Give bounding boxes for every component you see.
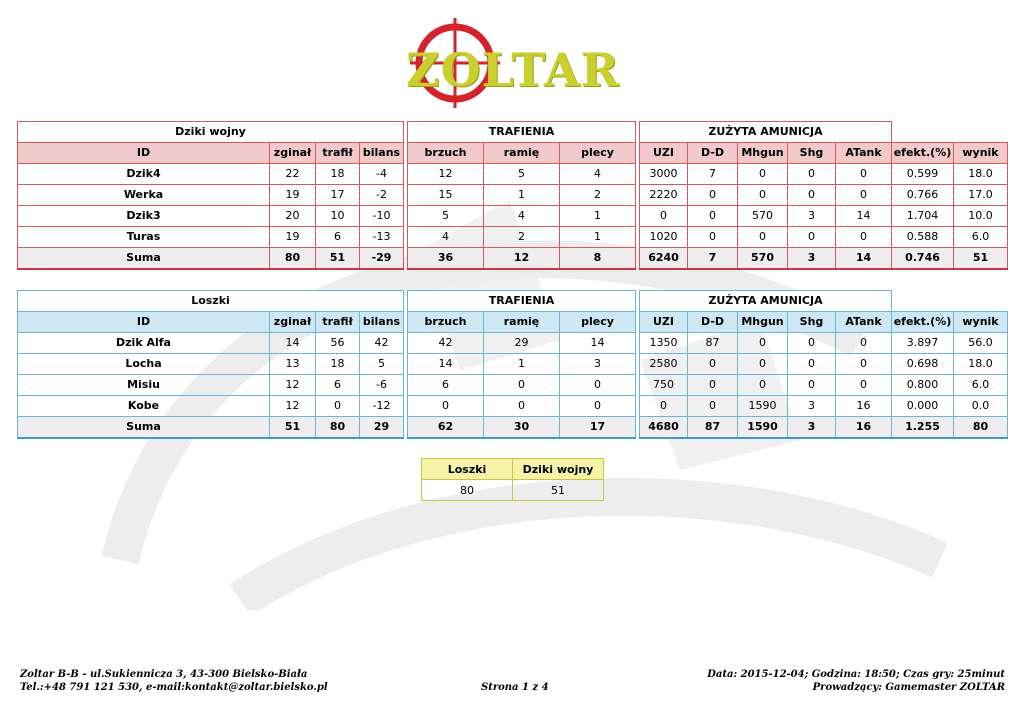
footer-host: Prowadzący: Gamemaster ZOLTAR	[812, 682, 1005, 693]
player-name-cell: Dzik3	[18, 206, 270, 227]
stat-cell: 1	[484, 354, 560, 375]
col-header: bilans	[360, 143, 404, 164]
player-name-cell: Dzik Alfa	[18, 333, 270, 354]
stat-cell: 2220	[640, 185, 688, 206]
stat-cell: 29	[484, 333, 560, 354]
stat-cell: 3	[788, 206, 836, 227]
stat-cell: 4	[408, 227, 484, 248]
player-name-cell: Misiu	[18, 375, 270, 396]
col-header: zginał	[270, 312, 316, 333]
stat-cell: 0	[788, 164, 836, 185]
stat-cell: 2580	[640, 354, 688, 375]
stat-cell: 8	[560, 248, 636, 270]
table-row	[18, 354, 1008, 375]
footer-page-number: Strona 1 z 4	[481, 682, 549, 693]
stat-cell: 0.0	[954, 396, 1008, 417]
stat-cell: 0.800	[892, 375, 954, 396]
stat-cell: 62	[408, 417, 484, 439]
team-b-table	[17, 290, 1008, 439]
stat-cell: 0	[738, 375, 788, 396]
stat-cell: 6240	[640, 248, 688, 270]
stat-cell: 0.698	[892, 354, 954, 375]
team-a-ammo-group: ZUŻYTA AMUNICJA	[640, 122, 892, 143]
stat-cell: 0	[788, 354, 836, 375]
stat-cell: 1.704	[892, 206, 954, 227]
col-header: wynik	[954, 312, 1008, 333]
col-header: ramię	[484, 312, 560, 333]
stat-cell: 1590	[738, 396, 788, 417]
col-header: plecy	[560, 143, 636, 164]
score-header-team-b: Loszki	[422, 459, 513, 480]
col-header: D-D	[688, 143, 738, 164]
stat-cell: 6	[316, 375, 360, 396]
col-header: ramię	[484, 143, 560, 164]
table-row	[18, 206, 1008, 227]
stat-cell: 5	[484, 164, 560, 185]
stat-cell: 0	[560, 396, 636, 417]
player-name-cell: Turas	[18, 227, 270, 248]
stat-cell: 0	[836, 164, 892, 185]
stat-cell: 0	[836, 227, 892, 248]
stat-cell: 14	[836, 206, 892, 227]
stat-cell: 0	[788, 375, 836, 396]
stat-cell: 6	[408, 375, 484, 396]
table-row	[18, 396, 1008, 417]
footer-date: Data: 2015-12-04; Godzina: 18:50; Czas gry: 25minut	[707, 669, 1005, 680]
col-header: efekt.(%)	[892, 143, 954, 164]
col-header: Mhgun	[738, 143, 788, 164]
team-a-table	[17, 121, 1008, 270]
table-row	[18, 227, 1008, 248]
team-b-hits-group: TRAFIENIA	[408, 291, 636, 312]
stat-cell: 6.0	[954, 375, 1008, 396]
stat-cell: 14	[560, 333, 636, 354]
team-a-header-row	[18, 143, 1008, 164]
stat-cell: 6	[316, 227, 360, 248]
team-a-name: Dziki wojny	[18, 122, 404, 143]
stat-cell: 12	[408, 164, 484, 185]
stat-cell: 3	[788, 417, 836, 439]
stat-cell: 80	[316, 417, 360, 439]
col-header: Mhgun	[738, 312, 788, 333]
stat-cell: -10	[360, 206, 404, 227]
stat-cell: 87	[688, 333, 738, 354]
stat-cell: 0	[408, 396, 484, 417]
logo-text: ZOLTAR	[406, 43, 620, 97]
stat-cell: -2	[360, 185, 404, 206]
stat-cell: 0	[788, 185, 836, 206]
score-value-team-b: 80	[422, 480, 513, 501]
player-name-cell: Locha	[18, 354, 270, 375]
stat-cell: 18	[316, 354, 360, 375]
table-row	[18, 164, 1008, 185]
stat-cell: 0	[688, 375, 738, 396]
stat-cell: 0	[560, 375, 636, 396]
sum-row	[18, 248, 1008, 270]
stat-cell: 42	[360, 333, 404, 354]
stat-cell: 5	[360, 354, 404, 375]
col-header: ID	[18, 143, 270, 164]
col-header: Shg	[788, 312, 836, 333]
stat-cell: 0	[738, 164, 788, 185]
footer-address: Zoltar B-B - ul.Sukiennicza 3, 43-300 Bielsko-Biała	[20, 669, 308, 680]
col-header: wynik	[954, 143, 1008, 164]
stat-cell: 0	[788, 227, 836, 248]
stat-cell: 17	[316, 185, 360, 206]
stat-cell: 0	[484, 375, 560, 396]
stat-cell: 51	[954, 248, 1008, 270]
stat-cell: 56.0	[954, 333, 1008, 354]
stat-cell: 1590	[738, 417, 788, 439]
stat-cell: 42	[408, 333, 484, 354]
stat-cell: 570	[738, 206, 788, 227]
col-header: Shg	[788, 143, 836, 164]
player-name-cell: Kobe	[18, 396, 270, 417]
stat-cell: 0	[788, 333, 836, 354]
stat-cell: 4	[560, 164, 636, 185]
final-score-table	[421, 458, 604, 501]
stat-cell: 6.0	[954, 227, 1008, 248]
score-value-team-a: 51	[513, 480, 604, 501]
stat-cell: 2	[484, 227, 560, 248]
stat-cell: 14	[836, 248, 892, 270]
stat-cell: 0.766	[892, 185, 954, 206]
stat-cell: -13	[360, 227, 404, 248]
stat-cell: 0.599	[892, 164, 954, 185]
col-header: trafił	[316, 312, 360, 333]
player-name-cell: Dzik4	[18, 164, 270, 185]
stat-cell: 4680	[640, 417, 688, 439]
stat-cell: 0	[688, 206, 738, 227]
stat-cell: 18	[316, 164, 360, 185]
player-name-cell: Suma	[18, 417, 270, 439]
stat-cell: 18.0	[954, 164, 1008, 185]
col-header: UZI	[640, 143, 688, 164]
stat-cell: 0	[484, 396, 560, 417]
stat-cell: 13	[270, 354, 316, 375]
col-header: D-D	[688, 312, 738, 333]
sum-row	[18, 417, 1008, 439]
col-header: ID	[18, 312, 270, 333]
stat-cell: -12	[360, 396, 404, 417]
stat-cell: 17	[560, 417, 636, 439]
stat-cell: 3000	[640, 164, 688, 185]
col-header: bilans	[360, 312, 404, 333]
stat-cell: 12	[484, 248, 560, 270]
stat-cell: 0.588	[892, 227, 954, 248]
stat-cell: 0	[688, 396, 738, 417]
team-b-header-row	[18, 312, 1008, 333]
stat-cell: -29	[360, 248, 404, 270]
score-header-team-a: Dziki wojny	[513, 459, 604, 480]
stat-cell: 570	[738, 248, 788, 270]
stat-cell: 3	[788, 396, 836, 417]
stat-cell: 14	[270, 333, 316, 354]
col-header: UZI	[640, 312, 688, 333]
stat-cell: 0	[316, 396, 360, 417]
stat-cell: 0	[836, 375, 892, 396]
stat-cell: 16	[836, 396, 892, 417]
stat-cell: 0	[640, 206, 688, 227]
stat-cell: 22	[270, 164, 316, 185]
team-b-name: Loszki	[18, 291, 404, 312]
stat-cell: 80	[954, 417, 1008, 439]
stat-cell: 56	[316, 333, 360, 354]
stat-cell: 7	[688, 164, 738, 185]
player-name-cell: Werka	[18, 185, 270, 206]
table-row	[18, 185, 1008, 206]
stat-cell: 0.746	[892, 248, 954, 270]
team-a-hits-group: TRAFIENIA	[408, 122, 636, 143]
stat-cell: 0	[688, 354, 738, 375]
footer-contact: Tel.:+48 791 121 530, e-mail:kontakt@zoltar.bielsko.pl	[20, 682, 328, 693]
stat-cell: 16	[836, 417, 892, 439]
stat-cell: 30	[484, 417, 560, 439]
stat-cell: 18.0	[954, 354, 1008, 375]
col-header: efekt.(%)	[892, 312, 954, 333]
col-header: plecy	[560, 312, 636, 333]
stat-cell: 0	[836, 354, 892, 375]
stat-cell: 14	[408, 354, 484, 375]
stat-cell: 3	[788, 248, 836, 270]
stat-cell: 3	[560, 354, 636, 375]
stat-cell: 1	[560, 206, 636, 227]
stat-cell: 1.255	[892, 417, 954, 439]
stat-cell: 15	[408, 185, 484, 206]
stat-cell: 4	[484, 206, 560, 227]
stat-cell: 2	[560, 185, 636, 206]
stat-cell: 12	[270, 396, 316, 417]
stat-cell: 7	[688, 248, 738, 270]
stat-cell: 80	[270, 248, 316, 270]
table-row	[18, 333, 1008, 354]
stat-cell: 1	[560, 227, 636, 248]
col-header: ATank	[836, 143, 892, 164]
stat-cell: 0	[688, 227, 738, 248]
col-header: brzuch	[408, 312, 484, 333]
stat-cell: 5	[408, 206, 484, 227]
stat-cell: -4	[360, 164, 404, 185]
col-header: ATank	[836, 312, 892, 333]
stat-cell: 0.000	[892, 396, 954, 417]
stat-cell: 0	[738, 354, 788, 375]
stat-cell: 0	[738, 227, 788, 248]
stat-cell: 3.897	[892, 333, 954, 354]
stat-cell: 0	[738, 333, 788, 354]
zoltar-logo	[400, 15, 620, 110]
stat-cell: 10.0	[954, 206, 1008, 227]
table-row	[18, 375, 1008, 396]
stat-cell: 12	[270, 375, 316, 396]
stat-cell: 1020	[640, 227, 688, 248]
col-header: zginał	[270, 143, 316, 164]
stat-cell: 0	[738, 185, 788, 206]
col-header: trafił	[316, 143, 360, 164]
stat-cell: 0	[640, 396, 688, 417]
player-name-cell: Suma	[18, 248, 270, 270]
stat-cell: -6	[360, 375, 404, 396]
stat-cell: 750	[640, 375, 688, 396]
stat-cell: 1	[484, 185, 560, 206]
stat-cell: 51	[270, 417, 316, 439]
stat-cell: 87	[688, 417, 738, 439]
stat-cell: 19	[270, 227, 316, 248]
stat-cell: 20	[270, 206, 316, 227]
stat-cell: 17.0	[954, 185, 1008, 206]
col-header: brzuch	[408, 143, 484, 164]
stat-cell: 0	[836, 333, 892, 354]
stat-cell: 1350	[640, 333, 688, 354]
stat-cell: 51	[316, 248, 360, 270]
team-b-ammo-group: ZUŻYTA AMUNICJA	[640, 291, 892, 312]
stat-cell: 0	[836, 185, 892, 206]
stat-cell: 10	[316, 206, 360, 227]
stat-cell: 36	[408, 248, 484, 270]
stat-cell: 0	[688, 185, 738, 206]
stat-cell: 29	[360, 417, 404, 439]
stat-cell: 19	[270, 185, 316, 206]
